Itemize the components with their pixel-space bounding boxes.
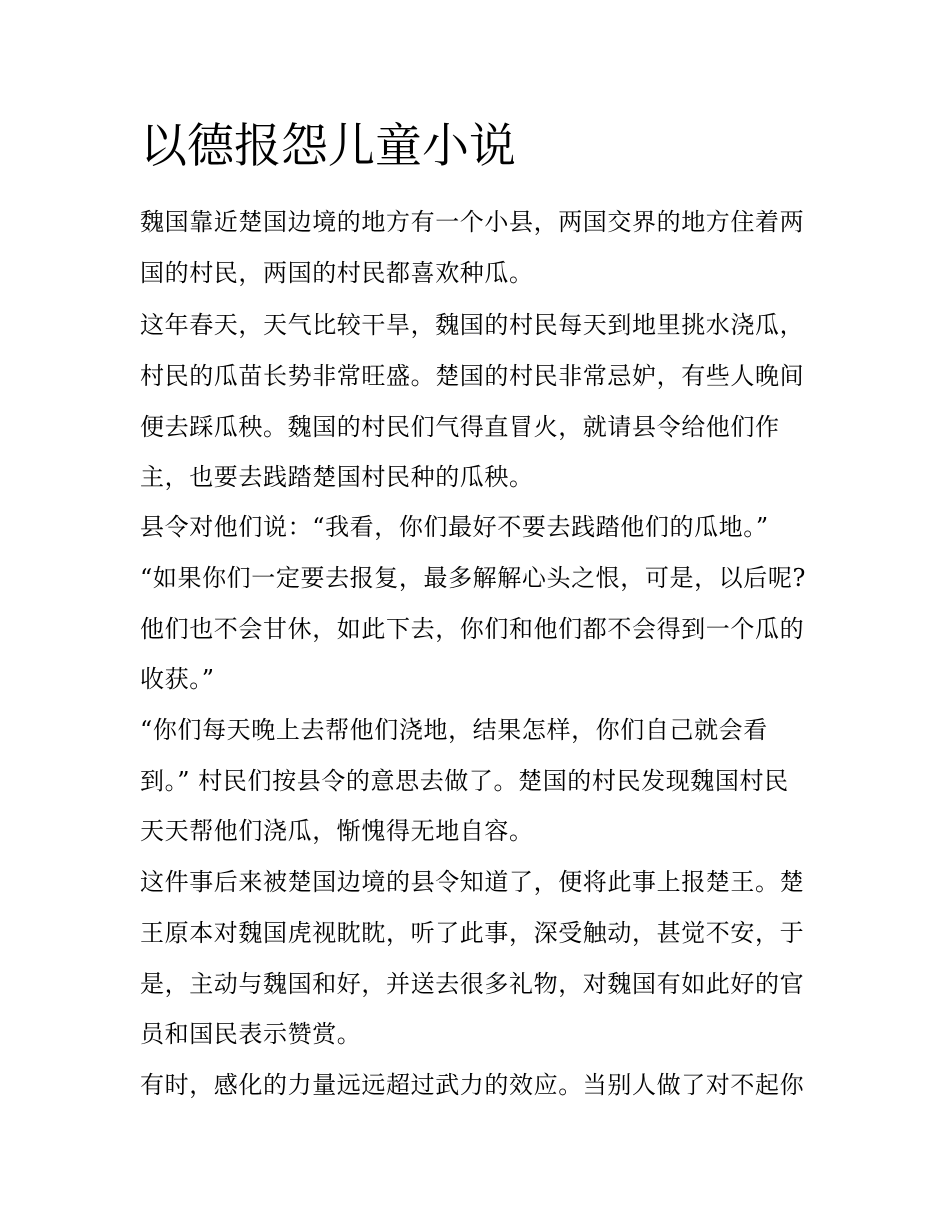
body-line-4: 村民的瓜苗长势非常旺盛。楚国的村民非常忌妒，有些人晚间 <box>140 362 805 390</box>
body-line-1: 魏国靠近楚国边境的地方有一个小县，两国交界的地方住着两 <box>140 208 805 236</box>
body-line-8: “如果你们一定要去报复，最多解解心头之恨，可是，以后呢? <box>140 564 806 592</box>
body-line-10: 收获。” <box>140 665 215 693</box>
body-line-9: 他们也不会甘休，如此下去，你们和他们都不会得到一个瓜的 <box>140 615 805 643</box>
body-line-13: 天天帮他们浇瓜，惭愧得无地自容。 <box>140 817 534 845</box>
body-line-5: 便去踩瓜秧。魏国的村民们气得直冒火，就请县令给他们作 <box>140 413 780 441</box>
body-line-12: 到。” 村民们按县令的意思去做了。楚国的村民发现魏国村民 <box>140 767 789 795</box>
body-line-3: 这年春天，天气比较干旱，魏国的村民每天到地里挑水浇瓜， <box>140 311 805 339</box>
body-line-11: “你们每天晚上去帮他们浇地，结果怎样，你们自己就会看 <box>140 716 768 744</box>
body-line-7: 县令对他们说：“我看，你们最好不要去践踏他们的瓜地。” <box>140 513 769 541</box>
body-line-18: 有时，感化的力量远远超过武力的效应。当别人做了对不起你 <box>140 1071 805 1099</box>
body-line-6: 主，也要去践踏楚国村民种的瓜秧。 <box>140 463 534 491</box>
document-title: 以德报怨儿童小说 <box>140 119 516 174</box>
body-line-14: 这件事后来被楚国边境的县令知道了，便将此事上报楚王。楚 <box>140 868 805 896</box>
body-line-15: 王原本对魏国虎视眈眈，听了此事，深受触动，甚觉不安，于 <box>140 919 805 947</box>
body-line-2: 国的村民，两国的村民都喜欢种瓜。 <box>140 259 534 287</box>
body-line-16: 是，主动与魏国和好，并送去很多礼物，对魏国有如此好的官 <box>140 970 805 998</box>
body-line-17: 员和国民表示赞赏。 <box>140 1020 362 1048</box>
